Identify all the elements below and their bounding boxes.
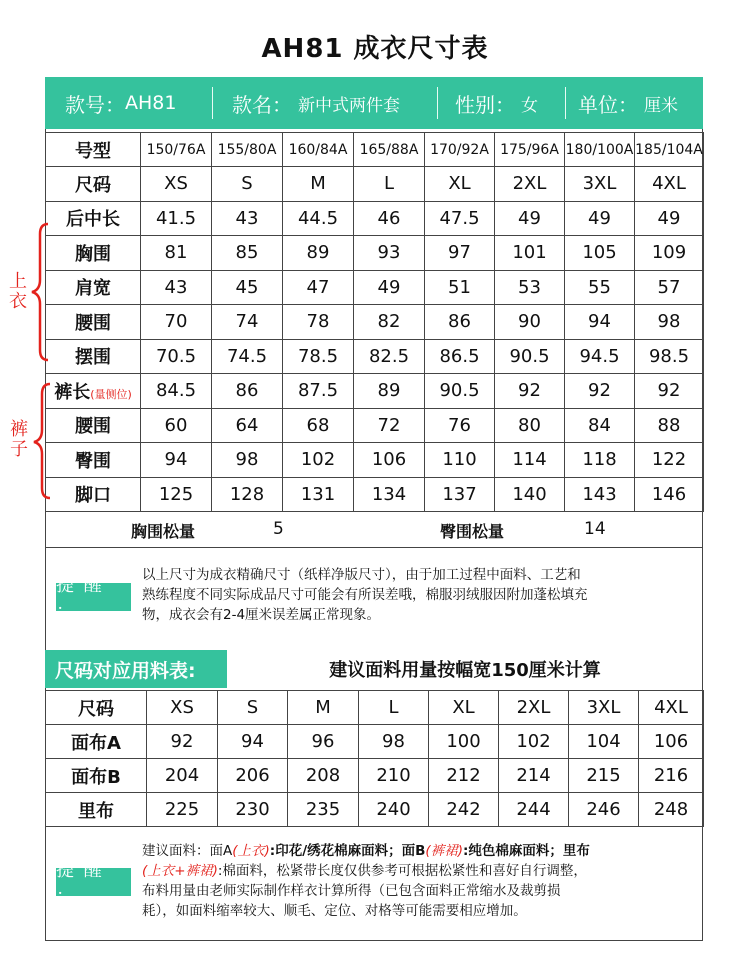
table-row: [46, 167, 704, 202]
unit-label: 单位：: [578, 92, 638, 117]
row-label: 腰围: [46, 305, 141, 340]
size-table: [45, 132, 704, 512]
row-label: 面布A: [46, 725, 147, 759]
fabric-table: [45, 690, 704, 827]
table-cell: XL: [429, 691, 499, 725]
table-cell: 44.5: [283, 201, 354, 236]
table-cell: 64: [212, 408, 283, 443]
gender-label: 性别：: [455, 92, 515, 117]
table-cell: 96: [288, 725, 359, 759]
gender-value: 女: [521, 95, 538, 116]
table-cell: 125: [141, 477, 212, 512]
row-label: 尺码: [46, 167, 141, 202]
hip-ease-value: 14: [584, 519, 606, 539]
table-cell: 122: [635, 443, 704, 478]
tip-line: 物，成衣会有2-4厘米误差属正常现象。: [142, 607, 381, 623]
table-row: [46, 443, 704, 478]
banner-divider: [437, 87, 438, 119]
style-no-label: 款号：: [65, 92, 125, 117]
table-cell: XS: [147, 691, 218, 725]
table-cell: 49: [565, 201, 635, 236]
table-row: [46, 691, 704, 725]
table-cell: 244: [499, 793, 569, 827]
table-cell: 78.5: [283, 339, 354, 374]
table-cell: 240: [359, 793, 429, 827]
table-cell: 51: [425, 270, 495, 305]
style-name-label: 款名：: [232, 92, 292, 117]
table-cell: 212: [429, 759, 499, 793]
table-cell: 215: [569, 759, 639, 793]
table-cell: XL: [425, 167, 495, 202]
tip-box-1: [45, 547, 703, 647]
table-cell: 53: [495, 270, 565, 305]
tip-box-2: [45, 827, 703, 941]
table-cell: 175/96A: [495, 133, 565, 167]
row-label: 肩宽: [46, 270, 141, 305]
table-cell: S: [218, 691, 288, 725]
table-cell: 137: [425, 477, 495, 512]
table-cell: 2XL: [495, 167, 565, 202]
tip-badge: 提 醒 ：: [56, 868, 131, 896]
table-cell: 4XL: [639, 691, 704, 725]
style-no-field: [65, 77, 176, 129]
table-cell: 210: [359, 759, 429, 793]
table-cell: 143: [565, 477, 635, 512]
table-cell: 94: [141, 443, 212, 478]
table-cell: 76: [425, 408, 495, 443]
row-label: 裤长(量侧位): [46, 374, 141, 409]
row-label: 后中长: [46, 201, 141, 236]
tip-text: [142, 841, 702, 921]
table-cell: M: [283, 167, 354, 202]
table-cell: 90.5: [425, 374, 495, 409]
tip-badge: 提 醒 ：: [56, 583, 131, 611]
row-label: 腰围: [46, 408, 141, 443]
row-label: 号型: [46, 133, 141, 167]
table-cell: 49: [495, 201, 565, 236]
table-row: [46, 236, 704, 271]
table-cell: 43: [212, 201, 283, 236]
tip-line: 耗），如面料缩率较大、顺毛、定位、对格等可能需要相应增加。: [142, 903, 527, 919]
table-row: [46, 759, 704, 793]
tip-line: 熟练程度不同实际成品尺寸可能会有所误差哦，棉服羽绒服因附加蓬松填充: [142, 587, 588, 603]
table-cell: 104: [569, 725, 639, 759]
table-cell: 214: [499, 759, 569, 793]
table-cell: 49: [635, 201, 704, 236]
gender-field: [455, 77, 538, 129]
table-cell: 155/80A: [212, 133, 283, 167]
table-cell: 114: [495, 443, 565, 478]
table-cell: 86: [425, 305, 495, 340]
banner-divider: [212, 87, 213, 119]
table-row: [46, 201, 704, 236]
tip-highlight: (上衣): [232, 843, 270, 859]
table-cell: 105: [565, 236, 635, 271]
table-cell: 3XL: [569, 691, 639, 725]
table-cell: L: [359, 691, 429, 725]
row-label: 面布B: [46, 759, 147, 793]
table-cell: 160/84A: [283, 133, 354, 167]
tip-line: [142, 861, 702, 881]
tip-line: 以上尺寸为成衣精确尺寸（纸样净版尺寸），由于加工过程中面料、工艺和: [142, 567, 581, 583]
info-banner: [45, 77, 703, 129]
table-cell: 82: [354, 305, 425, 340]
table-cell: 235: [288, 793, 359, 827]
table-cell: 185/104A: [635, 133, 704, 167]
style-name-value: 新中式两件套: [298, 95, 400, 116]
table-cell: 43: [141, 270, 212, 305]
table-cell: 49: [354, 270, 425, 305]
table-row: [46, 305, 704, 340]
table-cell: 84.5: [141, 374, 212, 409]
table-cell: 109: [635, 236, 704, 271]
chest-ease-value: 5: [273, 519, 284, 539]
table-cell: 89: [354, 374, 425, 409]
table-cell: 131: [283, 477, 354, 512]
table-cell: 80: [495, 408, 565, 443]
table-cell: 225: [147, 793, 218, 827]
table-cell: 86.5: [425, 339, 495, 374]
top-bracket: [28, 222, 52, 362]
table-cell: 106: [354, 443, 425, 478]
table-cell: 100: [429, 725, 499, 759]
table-cell: 60: [141, 408, 212, 443]
table-cell: 84: [565, 408, 635, 443]
table-cell: 150/76A: [141, 133, 212, 167]
tip-span: :印花/绣花棉麻面料；面B: [269, 843, 426, 859]
table-cell: 170/92A: [425, 133, 495, 167]
fabric-section-heading: 尺码对应用料表:: [45, 650, 227, 688]
table-cell: 92: [635, 374, 704, 409]
table-cell: 98.5: [635, 339, 704, 374]
table-cell: 72: [354, 408, 425, 443]
table-cell: 134: [354, 477, 425, 512]
table-cell: 93: [354, 236, 425, 271]
table-cell: M: [288, 691, 359, 725]
table-row: [46, 270, 704, 305]
table-row: [46, 477, 704, 512]
table-row: [46, 133, 704, 167]
table-cell: 78: [283, 305, 354, 340]
table-cell: 128: [212, 477, 283, 512]
row-label-note: (量侧位): [90, 387, 132, 401]
table-cell: 98: [212, 443, 283, 478]
table-cell: 70: [141, 305, 212, 340]
table-cell: 70.5: [141, 339, 212, 374]
table-cell: 74.5: [212, 339, 283, 374]
table-cell: 208: [288, 759, 359, 793]
fabric-section-note: 建议面料用量按幅宽150厘米计算: [329, 660, 601, 681]
unit-value: 厘米: [644, 95, 678, 116]
table-cell: 45: [212, 270, 283, 305]
table-cell: 101: [495, 236, 565, 271]
tip-highlight: (上衣+裤裙): [142, 863, 218, 879]
table-cell: 216: [639, 759, 704, 793]
table-cell: 242: [429, 793, 499, 827]
row-label: 里布: [46, 793, 147, 827]
row-label: 脚口: [46, 477, 141, 512]
row-label: 摆围: [46, 339, 141, 374]
table-cell: 92: [565, 374, 635, 409]
table-row: [46, 339, 704, 374]
table-cell: 46: [354, 201, 425, 236]
chest-ease-label: 胸围松量: [131, 522, 196, 541]
table-cell: 140: [495, 477, 565, 512]
table-cell: 118: [565, 443, 635, 478]
tip-line: 布料用量由老师实际制作样衣计算所得（已包含面料正常缩水及裁剪损: [142, 883, 561, 899]
table-cell: 85: [212, 236, 283, 271]
table-cell: 94: [565, 305, 635, 340]
table-cell: 3XL: [565, 167, 635, 202]
row-label: 尺码: [46, 691, 147, 725]
table-cell: 180/100A: [565, 133, 635, 167]
table-cell: 47.5: [425, 201, 495, 236]
tip-span: :纯色棉麻面料；里布: [462, 843, 590, 859]
tip-text: [142, 565, 702, 625]
table-cell: 81: [141, 236, 212, 271]
table-cell: 2XL: [499, 691, 569, 725]
table-cell: 41.5: [141, 201, 212, 236]
table-cell: 92: [495, 374, 565, 409]
table-cell: 55: [565, 270, 635, 305]
table-row: [46, 793, 704, 827]
table-row: [46, 408, 704, 443]
table-cell: 204: [147, 759, 218, 793]
table-cell: XS: [141, 167, 212, 202]
table-cell: 246: [569, 793, 639, 827]
table-cell: 87.5: [283, 374, 354, 409]
table-cell: 92: [147, 725, 218, 759]
table-cell: 102: [283, 443, 354, 478]
table-cell: 57: [635, 270, 704, 305]
style-name-field: [232, 77, 400, 129]
unit-field: [578, 77, 678, 129]
table-cell: 97: [425, 236, 495, 271]
table-cell: 98: [635, 305, 704, 340]
table-cell: 82.5: [354, 339, 425, 374]
table-cell: 94: [218, 725, 288, 759]
table-cell: 165/88A: [354, 133, 425, 167]
table-cell: 98: [359, 725, 429, 759]
ease-row: [45, 511, 703, 545]
table-cell: 102: [499, 725, 569, 759]
top-side-label: 上衣: [9, 271, 27, 312]
hip-ease-label: 臀围松量: [440, 522, 505, 541]
table-cell: 90: [495, 305, 565, 340]
tip-line: [142, 841, 702, 861]
table-cell: 146: [635, 477, 704, 512]
table-cell: 94.5: [565, 339, 635, 374]
row-label: 胸围: [46, 236, 141, 271]
pants-side-label: 裤子: [10, 419, 28, 460]
table-row: [46, 725, 704, 759]
table-cell: 230: [218, 793, 288, 827]
tip-span: 建议面料：面A: [142, 843, 233, 859]
table-row: [46, 374, 704, 409]
table-cell: 86: [212, 374, 283, 409]
row-label: 臀围: [46, 443, 141, 478]
table-cell: 47: [283, 270, 354, 305]
table-cell: 68: [283, 408, 354, 443]
table-cell: 206: [218, 759, 288, 793]
tip-highlight: (裤裙): [425, 843, 463, 859]
table-cell: L: [354, 167, 425, 202]
tip-span: :棉面料，松紧带长度仅供参考可根据松紧性和喜好自行调整，: [217, 863, 587, 879]
table-cell: S: [212, 167, 283, 202]
page-title: AH81 成衣尺寸表: [261, 34, 489, 64]
table-cell: 88: [635, 408, 704, 443]
table-cell: 106: [639, 725, 704, 759]
pants-bracket: [30, 382, 54, 500]
table-cell: 110: [425, 443, 495, 478]
table-cell: 248: [639, 793, 704, 827]
table-cell: 4XL: [635, 167, 704, 202]
table-cell: 89: [283, 236, 354, 271]
table-cell: 90.5: [495, 339, 565, 374]
style-no-value: AH81: [125, 92, 177, 114]
banner-divider: [565, 87, 566, 119]
table-cell: 74: [212, 305, 283, 340]
